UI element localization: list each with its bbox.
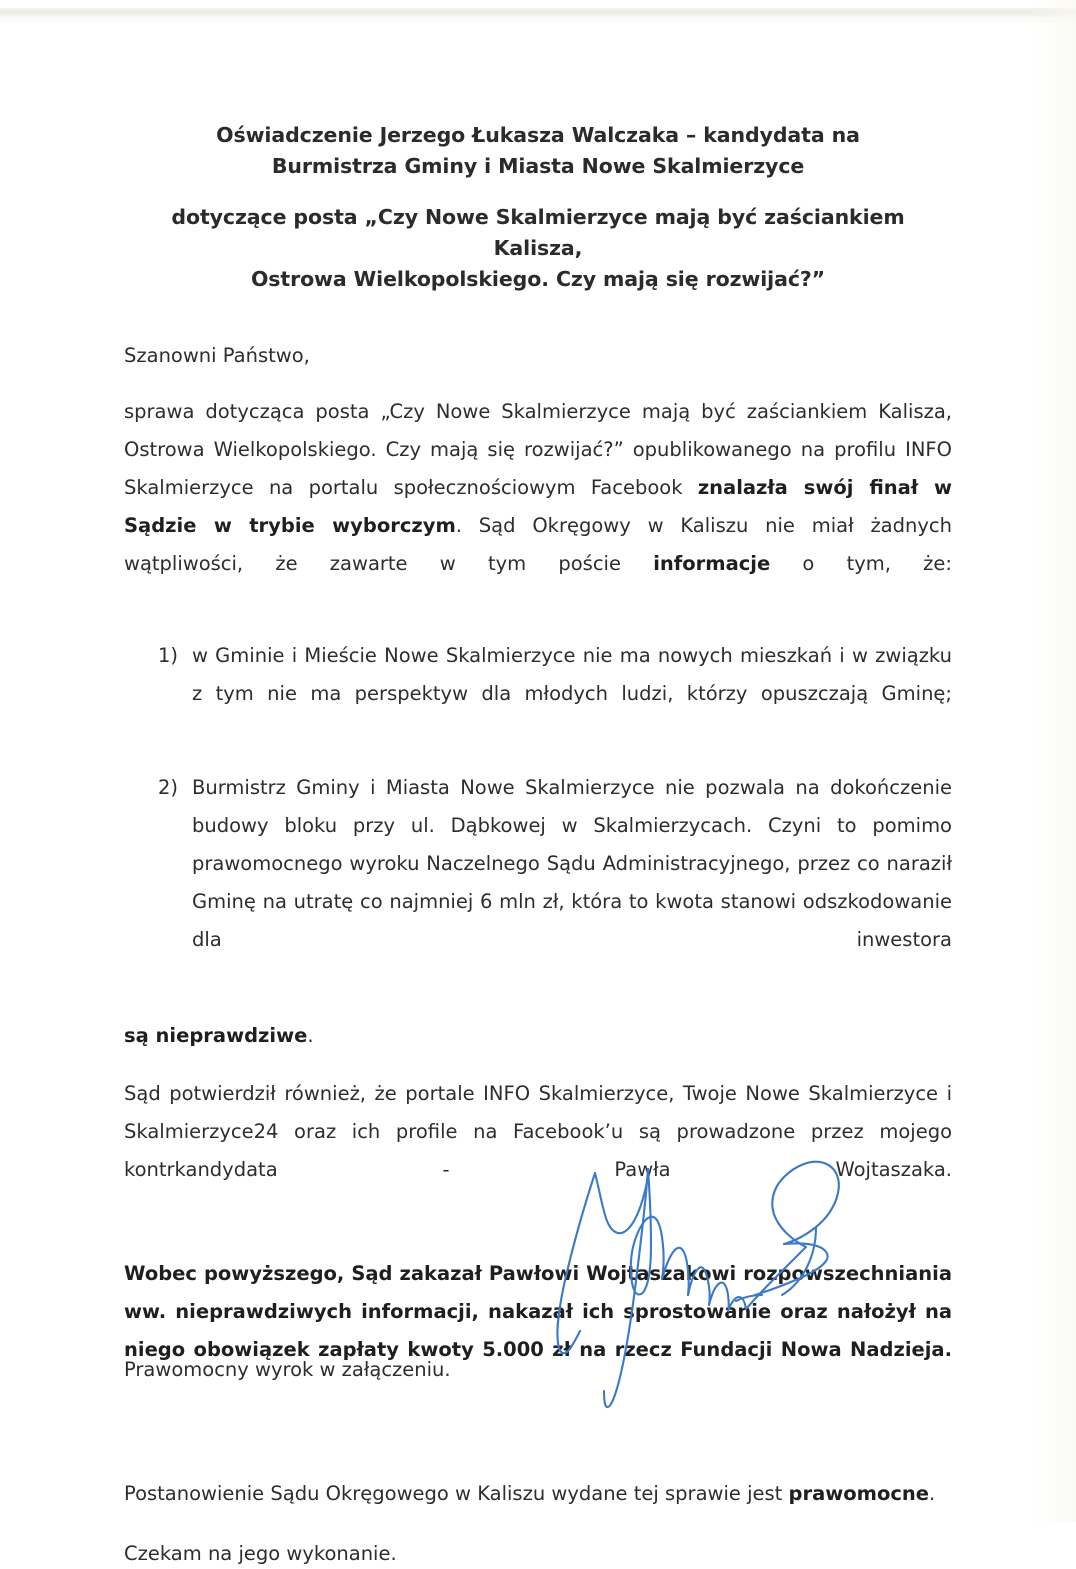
subtitle-line-2: Ostrowa Wielkopolskiego. Czy mają się rozwijać?” <box>250 267 826 291</box>
closing-bold-1: prawomocne <box>788 1482 930 1505</box>
intro-paragraph <box>124 393 952 621</box>
scan-right-tint <box>1030 0 1076 1522</box>
list-item <box>124 637 952 751</box>
claim-text-1: w Gminie i Mieście Nowe Skalmierzyce nie ma nowych mieszkań i w związku z tym nie ma perspektyw dla młodych ludzi, którzy opuszczają Gminę; <box>192 644 952 705</box>
intro-part-2: . Sąd Okręgowy w Kaliszu nie miał żadnych wątpliwości, że zawarte w tym poście <box>124 514 952 575</box>
document-subtitle <box>124 202 952 295</box>
intro-bold-2: informacje <box>653 552 771 575</box>
closing-part-2: . <box>929 1482 936 1505</box>
subtitle-line-1: dotyczące posta „Czy Nowe Skalmierzyce mają być zaściankiem Kalisza, <box>171 205 905 260</box>
false-statement-line <box>124 1019 952 1053</box>
claim-text-2: Burmistrz Gminy i Miasta Nowe Skalmierzyce nie pozwala na dokończenie budowy bloku przy ul. Dąbkowej w Skalmierzycach. Czyni to pomimo prawomocnego wyroku Naczelnego Sądu Administracyjnego, przez co naraził Gminę na utratę co najmniej 6 mln zł, która to kwota stanowi odszkodowanie dla inwestora <box>192 776 952 951</box>
salutation: Szanowni Państwo, <box>124 344 310 367</box>
court-confirmation-paragraph: Sąd potwierdził również, że portale INFO Skalmierzyce, Twoje Nowe Skalmierzyce i Skalmierzyce24 oraz ich profile na Facebook’u są prowadzone przez mojego kontrkandydata - Pawła Wojtaszaka. <box>124 1082 952 1181</box>
intro-part-1: sprawa dotycząca posta „Czy Nowe Skalmierzyce mają być zaściankiem Kalisza, Ostrowa Wielkopolskiego. Czy mają się rozwijać?” opublikowanego na profilu INFO Skalmierzyce na portalu społecznościowym Facebook <box>124 400 952 499</box>
title-line-1: Oświadczenie Jerzego Łukasza Walczaka – kandydata na <box>216 123 860 147</box>
closing-line-2: Czekam na jego wykonanie. <box>124 1542 397 1565</box>
claims-list <box>124 637 952 997</box>
closing-part-1: Postanowienie Sądu Okręgowego w Kaliszu wydane tej sprawie jest <box>124 1482 789 1505</box>
attachment-note: Prawomocny wyrok w załączeniu. <box>124 1358 451 1381</box>
intro-part-3: o tym, że: <box>770 552 952 575</box>
ruling-paragraph: Wobec powyższego, Sąd zakazał Pawłowi Wojtaszakowi rozpowszechniania ww. nieprawdziwych informacji, nakazał ich sprostowanie oraz nałożył na niego obowiązek zapłaty kwoty 5.000 zł na rzecz Fundacji Nowa Nadzieja. <box>124 1262 952 1361</box>
intro-bold-1: znalazła swój finał w Sądzie w trybie wyborczym <box>124 476 952 537</box>
document-content <box>124 120 952 1569</box>
scan-edge-band-secondary <box>0 17 1076 22</box>
false-statement-bold: są nieprawdziwe <box>124 1024 308 1047</box>
false-statement-tail: . <box>307 1024 314 1047</box>
closing-line-1 <box>124 1479 952 1509</box>
scan-edge-band <box>0 8 1076 17</box>
title-line-2: Burmistrza Gminy i Miasta Nowe Skalmierzyce <box>271 154 805 178</box>
list-item <box>124 769 952 997</box>
document-title <box>124 120 952 182</box>
